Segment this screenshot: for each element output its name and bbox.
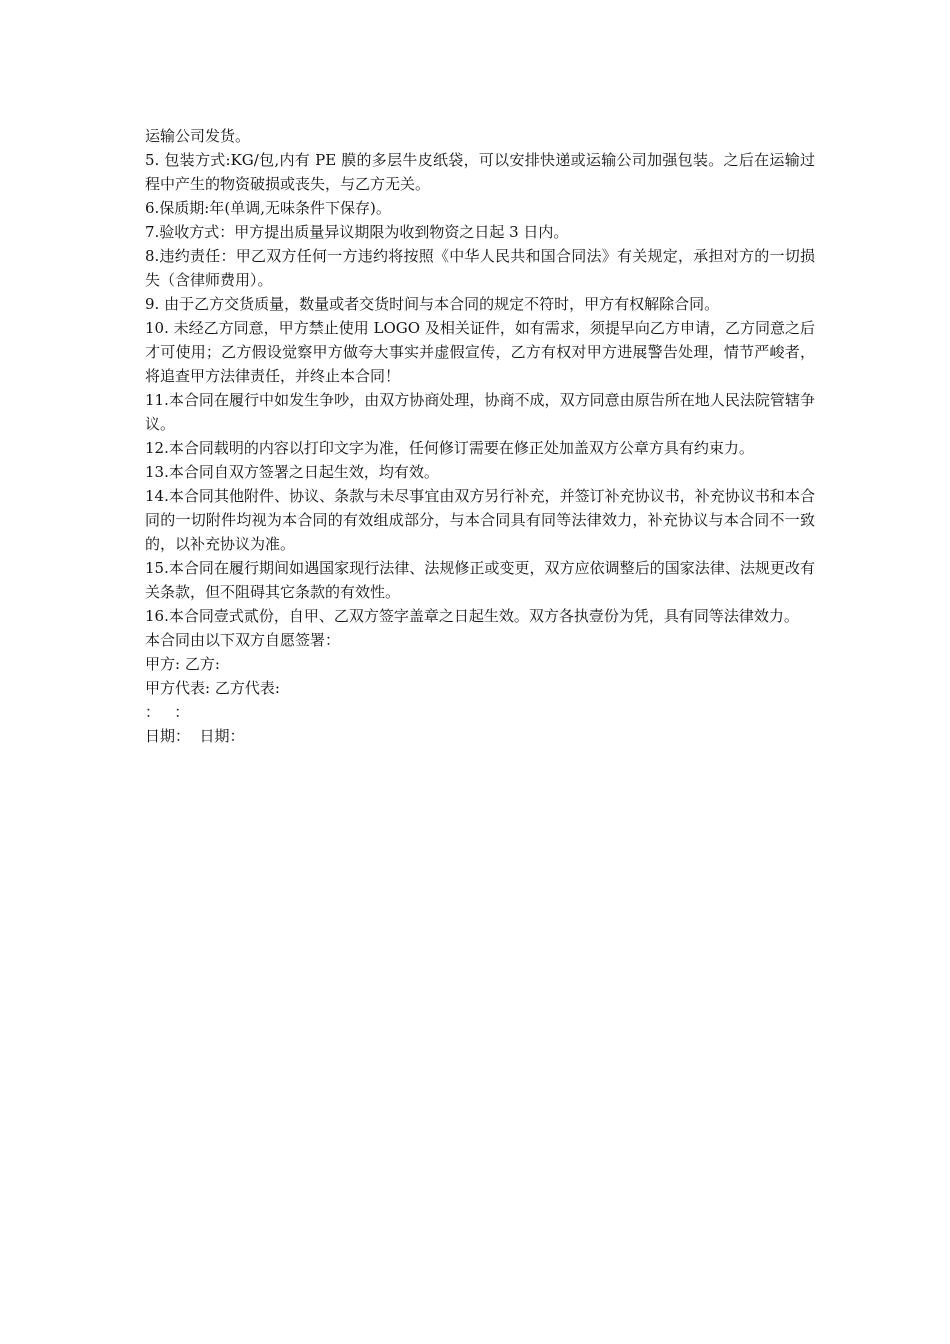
paragraph-acceptance: 7.验收方式：甲方提出质量异议期限为收到物资之日起 3 日内。 xyxy=(145,223,569,241)
paragraph-packaging: 5. 包装方式:KG/包,内有 PE 膜的多层牛皮纸袋，可以安排快递或运输公司加强包装。之后在运输过程中产生的物资破损或丧失，与乙方无关。 xyxy=(145,151,815,193)
paragraph-supplements: 14.本合同其他附件、协议、条款与未尽事宜由双方另行补充，并签订补充协议书，补充协议书和本合同的一切附件均视为本合同的有效组成部分，与本合同具有同等法律效力，补充协议与本合同不一致的，以补充协议为准。 xyxy=(145,487,815,553)
signature-block xyxy=(145,628,815,748)
signature-blank-line: ： ： xyxy=(145,703,190,721)
paragraph-shelf-life: 6.保质期:年(单调,无味条件下保存)。 xyxy=(145,199,391,217)
document-page xyxy=(145,124,815,748)
signature-intro: 本合同由以下双方自愿签署： xyxy=(145,631,341,649)
paragraph-shipping-continued: 运输公司发货。 xyxy=(145,127,251,145)
signature-parties: 甲方: 乙方: xyxy=(145,655,220,673)
paragraph-effective: 13.本合同自双方签署之日起生效，均有效。 xyxy=(145,463,439,481)
paragraph-termination: 9. 由于乙方交货质量，数量或者交货时间与本合同的规定不符时，甲方有权解除合同。 xyxy=(145,295,720,313)
signature-dates: 日期： 日期： xyxy=(145,727,245,745)
signature-representatives: 甲方代表: 乙方代表: xyxy=(145,679,280,697)
paragraph-law-changes: 15.本合同在履行期间如遇国家现行法律、法规修正或变更，双方应依调整后的国家法律、法规更改有关条款，但不阻碍其它条款的有效性。 xyxy=(145,559,815,601)
paragraph-liability: 8.违约责任：甲乙双方任何一方违约将按照《中华人民共和国合同法》有关规定，承担对方的一切损失（含律师费用）。 xyxy=(145,247,815,289)
paragraph-copies: 16.本合同壹式贰份，自甲、乙双方签字盖章之日起生效。双方各执壹份为凭，具有同等法律效力。 xyxy=(145,607,799,625)
paragraph-logo-usage: 10. 未经乙方同意，甲方禁止使用 LOGO 及相关证件，如有需求，须提早向乙方申请，乙方同意之后才可使用；乙方假设觉察甲方做夸大事实并虚假宣传，乙方有权对甲方进展警告处理，情节严峻者，将追查甲方法律责任，并终止本合同！ xyxy=(145,319,815,385)
paragraph-printed-text: 12.本合同载明的内容以打印文字为准，任何修订需要在修正处加盖双方公章方具有约束力。 xyxy=(145,439,754,457)
paragraph-dispute: 11.本合同在履行中如发生争吵，由双方协商处理，协商不成，双方同意由原告所在地人民法院管辖争议。 xyxy=(145,391,815,433)
